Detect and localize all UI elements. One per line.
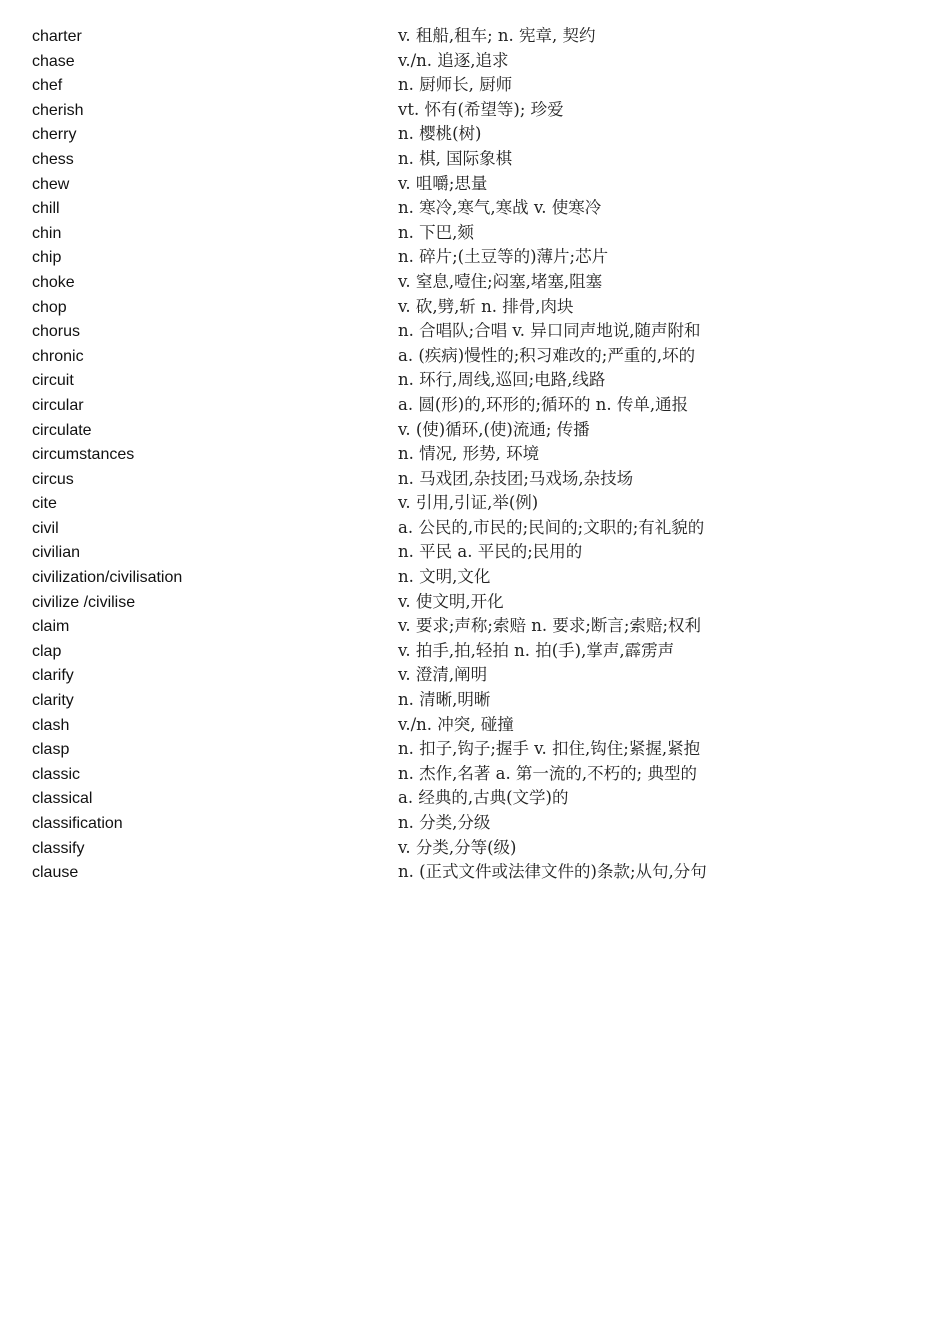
vocab-entry — [0, 762, 950, 787]
vocab-word: clash — [32, 716, 70, 734]
vocab-word: classical — [32, 790, 93, 808]
vocab-definition: v. 拍手,拍,轻拍 n. 拍(手),掌声,霹雳声 — [398, 640, 675, 660]
vocab-definition: a. 圆(形)的,环形的;循环的 n. 传单,通报 — [398, 394, 689, 414]
vocab-definition: v. 分类,分等(级) — [398, 837, 517, 857]
vocab-entry — [0, 98, 950, 123]
vocab-definition: n. 文明,文化 — [398, 567, 491, 587]
vocab-definition: v./n. 冲突, 碰撞 — [398, 714, 514, 734]
vocab-definition: n. 平民 a. 平民的;民用的 — [398, 542, 583, 562]
vocab-word: classification — [32, 815, 123, 832]
vocab-word: chorus — [32, 323, 81, 341]
vocab-entry — [0, 196, 950, 221]
vocab-entry — [0, 368, 950, 393]
vocab-definition: n. 厨师长, 厨师 — [398, 75, 513, 95]
vocab-word: classify — [32, 839, 85, 857]
vocab-entry — [0, 245, 950, 270]
vocab-word: chip — [32, 249, 62, 267]
vocab-definition: n. 棋, 国际象棋 — [398, 148, 513, 168]
vocab-entry — [0, 73, 950, 98]
vocab-word: clarity — [32, 692, 74, 710]
vocab-entry — [0, 467, 950, 492]
vocab-word: cite — [32, 495, 57, 513]
vocab-word: circular — [32, 396, 84, 414]
vocab-word: chronic — [32, 347, 84, 365]
vocab-word: civilization/civilisation — [32, 569, 183, 587]
vocab-entry — [0, 688, 950, 713]
vocab-entry — [0, 516, 950, 541]
vocab-word: chef — [32, 77, 63, 95]
vocab-word: classic — [32, 765, 81, 783]
vocab-word: civil — [32, 519, 59, 537]
vocab-definition: n. 寒冷,寒气,寒战 v. 使寒冷 — [398, 198, 602, 218]
vocab-entry — [0, 713, 950, 738]
vocab-word: civilize /civilise — [32, 593, 136, 611]
vocab-entry — [0, 295, 950, 320]
vocab-word: claim — [32, 618, 70, 636]
vocab-entry — [0, 737, 950, 762]
vocab-entry — [0, 811, 950, 836]
vocab-definition: v. 咀嚼;思量 — [398, 173, 488, 193]
vocab-entry — [0, 344, 950, 369]
vocab-entry — [0, 122, 950, 147]
vocab-definition: n. 杰作,名著 a. 第一流的,不朽的; 典型的 — [398, 763, 697, 783]
vocab-word: chase — [32, 52, 75, 70]
vocab-word: chin — [32, 224, 62, 242]
vocab-word: charter — [32, 28, 82, 45]
vocab-definition: v. 窒息,噎住;闷塞,堵塞,阻塞 — [398, 271, 603, 291]
vocab-entry — [0, 639, 950, 664]
vocab-entry — [0, 540, 950, 565]
vocab-word: chop — [32, 298, 67, 316]
vocab-entry — [0, 221, 950, 246]
vocab-word: clarify — [32, 667, 74, 685]
vocab-definition: n. 下巴,颏 — [398, 222, 474, 242]
vocab-definition: v. 引用,引证,举(例) — [398, 493, 539, 513]
vocab-word: chill — [32, 200, 60, 218]
vocab-definition: a. 经典的,古典(文学)的 — [398, 788, 569, 808]
vocab-definition: n. 樱桃(树) — [398, 124, 482, 144]
vocab-word: civilian — [32, 544, 81, 562]
vocab-entry — [0, 270, 950, 295]
vocab-definition: n. 扣子,钩子;握手 v. 扣住,钩住;紧握,紧抱 — [398, 739, 701, 759]
vocab-definition: v. 砍,劈,斩 n. 排骨,肉块 — [398, 296, 574, 316]
vocab-entry — [0, 565, 950, 590]
vocab-entry — [0, 319, 950, 344]
vocab-word: circuit — [32, 372, 74, 390]
vocab-word: choke — [32, 273, 75, 291]
vocab-entry — [0, 147, 950, 172]
vocab-definition: v. 要求;声称;索赔 n. 要求;断言;索赔;权利 — [398, 616, 702, 636]
vocab-word: chew — [32, 175, 70, 193]
vocab-definition: a. (疾病)慢性的;积习难改的;严重的,坏的 — [398, 345, 696, 365]
vocab-word: circus — [32, 470, 74, 488]
vocab-entry — [0, 172, 950, 197]
vocab-word: circulate — [32, 421, 92, 439]
vocab-definition: v./n. 追逐,追求 — [398, 50, 509, 70]
vocab-definition: v. 租船,租车; n. 宪章, 契约 — [398, 26, 596, 45]
vocab-word: clasp — [32, 741, 70, 759]
vocab-word: cherry — [32, 126, 77, 144]
vocab-definition: vt. 怀有(希望等); 珍爱 — [398, 99, 564, 119]
vocab-definition: v. (使)循环,(使)流通; 传播 — [398, 419, 590, 439]
vocab-word: circumstances — [32, 446, 135, 464]
vocab-entry — [0, 491, 950, 516]
vocab-definition: n. 情况, 形势, 环境 — [398, 444, 540, 464]
vocab-entry — [0, 49, 950, 74]
vocab-entry — [0, 860, 950, 885]
vocab-entry — [0, 393, 950, 418]
vocab-entry — [0, 836, 950, 861]
vocab-definition: n. 碎片;(土豆等的)薄片;芯片 — [398, 247, 609, 267]
vocab-entry — [0, 614, 950, 639]
vocab-definition: n. 清晰,明晰 — [398, 690, 491, 710]
vocab-word: cherish — [32, 101, 84, 119]
vocab-definition: n. 环行,周线,巡回;电路,线路 — [398, 370, 606, 390]
vocab-entry — [0, 24, 950, 49]
vocab-definition: n. 合唱队;合唱 v. 异口同声地说,随声附和 — [398, 321, 701, 341]
vocab-word: chess — [32, 150, 74, 168]
vocab-definition: a. 公民的,市民的;民间的;文职的;有礼貌的 — [398, 517, 705, 537]
vocab-entry — [0, 442, 950, 467]
vocab-definition: n. 分类,分级 — [398, 813, 491, 832]
vocab-definition: n. (正式文件或法律文件的)条款;从句,分句 — [398, 862, 707, 882]
vocab-entry — [0, 590, 950, 615]
vocab-definition: n. 马戏团,杂技团;马戏场,杂技场 — [398, 468, 634, 488]
vocab-word: clause — [32, 864, 79, 882]
vocabulary-list — [0, 24, 950, 885]
vocab-definition: v. 澄清,阐明 — [398, 665, 488, 685]
vocab-word: clap — [32, 642, 62, 660]
vocab-entry — [0, 663, 950, 688]
vocab-definition: v. 使文明,开化 — [398, 591, 504, 611]
vocab-entry — [0, 786, 950, 811]
vocab-entry — [0, 418, 950, 443]
